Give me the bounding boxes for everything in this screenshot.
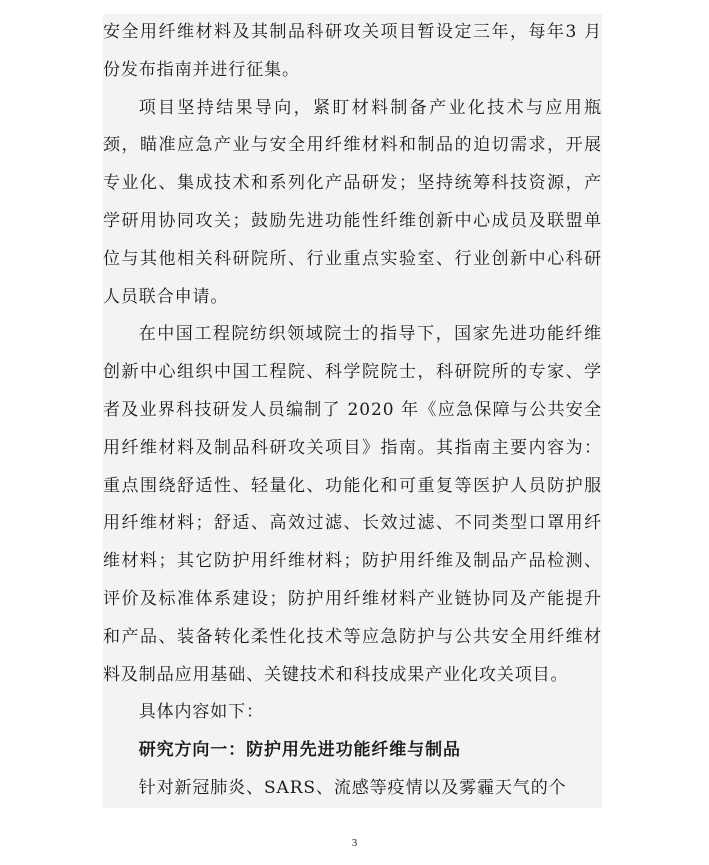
paragraph-details-intro: 具体内容如下： [138, 702, 264, 723]
document-body [103, 14, 602, 808]
paragraph-project-principles: 项目坚持结果导向，紧盯材料制备产业化技术与应用瓶颈，瞄准应急产业与安全用纤维材料和制品的迫切需求，开展专业化、集成技术和系列化产品研发；坚持统筹科技资源，产学研用协同攻关；鼓励先进功能性纤维创新中心成员及联盟单位与其他相关科研院所、行业重点实验室、行业创新中心科研人员联合申请。 [103, 97, 602, 307]
page-number: 3 [351, 837, 358, 849]
paragraph-continuation: 安全用纤维材料及其制品科研攻关项目暂设定三年，每年3 月份发布指南并进行征集。 [103, 22, 602, 80]
section-heading-research-direction-one: 研究方向一：防护用先进功能纤维与制品 [138, 740, 461, 761]
paragraph-research-direction-one: 针对新冠肺炎、SARS、流感等疫情以及雾霾天气的个 [138, 777, 567, 798]
paragraph-guideline-summary: 在中国工程院纺织领域院士的指导下，国家先进功能纤维创新中心组织中国工程院、科学院院士，科研院所的专家、学者及业界科技研发人员编制了 2020 年《应急保障与公共安全用纤维材料及制品科研攻关项目》指南。其指南主要内容为：重点围绕舒适性、轻量化、功能化和可重复等医护人员防护服用纤维材料；舒适、高效过滤、长效过滤、不同类型口罩用纤维材料；其它防护用纤维材料；防护用纤维及制品产品检测、评价及标准体系建设；防护用纤维材料产业链协同及产能提升和产品、装备转化柔性化技术等应急防护与公共安全用纤维材料及制品应用基础、关键技术和科技成果产业化攻关项目。 [103, 324, 602, 685]
